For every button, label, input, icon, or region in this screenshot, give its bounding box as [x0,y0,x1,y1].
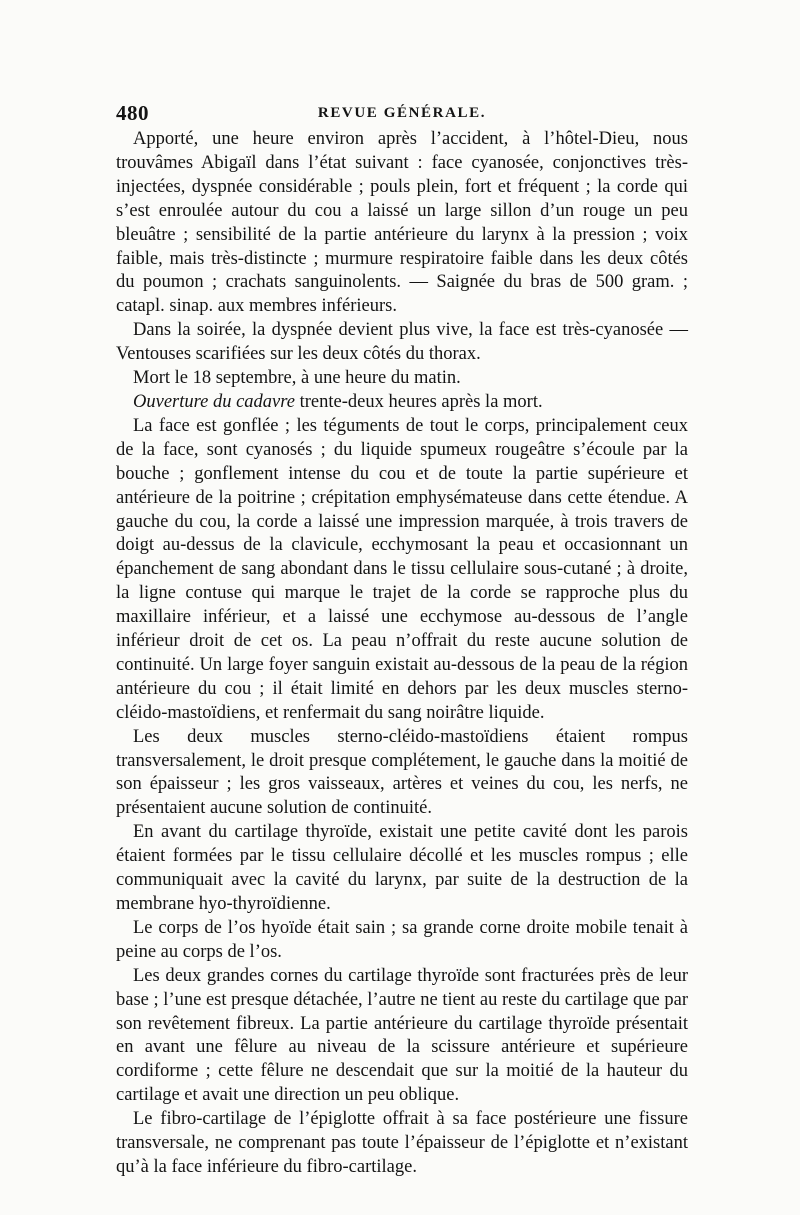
paragraph [116,391,688,415]
section-heading-italic: Ouverture du cadavre [133,391,295,412]
page-header [116,101,688,131]
running-head: REVUE GÉNÉRALE. [317,105,487,121]
paragraph [116,1108,688,1180]
paragraph-text: En avant du cartilage thyroïde, existait une petite cavité dont les parois étaient formées par le tissu cellulaire décollé et les muscles rompus ; elle communiquait avec la cavité du larynx, par suite de la destruction de la membrane hyo-thyroïdienne. [116,822,688,914]
paragraph-text: Dans la soirée, la dyspnée devient plus vive, la face est très-cyanosée — Ventouses scarifiées sur les deux côtés du thorax. [116,320,688,365]
body-text [116,128,688,1180]
page-number: 480 [116,101,149,125]
paragraph [116,726,688,822]
paragraph-text: Apporté, une heure environ après l’accident, à l’hôtel-Dieu, nous trouvâmes Abigaïl dans l’état suivant : face cyanosée, conjonctives très-injectées, dyspnée considérable ; pouls plein, fort et fréquent ; la corde qui s’est enroulée autour du cou a laissé un large sillon d’un rouge un peu bleuâtre ; sensibilité de la partie antérieure du larynx à la pression ; voix faible, mais très-distincte ; murmure respiratoire faible dans les deux côtés du poumon ; crachats sanguinolents. — Saignée du bras de 500 gram. ; catapl. sinap. aux membres inférieurs. [116,129,688,317]
paragraph [116,415,688,726]
paragraph-text: Les deux muscles sterno-cléido-mastoïdiens étaient rompus transversalement, le droit presque complétement, le gauche dans la moitié de son épaisseur ; les gros vaisseaux, artères et veines du cou, les nerfs, ne présentaient aucune solution de continuité. [116,726,688,819]
paragraph [116,917,688,965]
paragraph-text: trente-deux heures après la mort. [295,391,543,412]
paragraph [116,319,688,367]
paragraph [116,965,688,1108]
paragraph-text: La face est gonflée ; les téguments de tout le corps, principalement ceux de la face, sont cyanosés ; du liquide spumeux rougeâtre s’écoule par la bouche ; gonflement intense du cou et de toute la partie supérieure et antérieure de la poitrine ; crépitation emphysémateuse dans cette étendue. A gauche du cou, la corde a laissé une impression marquée, à trois travers de doigt au-dessus de la clavicule, ecchymosant la peau et occasionnant un épanchement de sang abondant dans le tissu cellulaire sous-cutané ; à droite, la ligne contuse qui marque le trajet de la corde se rapproche plus du maxillaire inférieur, et a laissé une ecchymose au-dessous de l’angle inférieur droit de cet os. La peau n’offrait du reste aucune solution de continuité. Un large foyer sanguin existait au-dessous de la peau de la région antérieure du cou ; il était limité en dehors par les deux muscles sterno-cléido-mastoïdiens, et renfermait du sang noirâtre liquide. [116,415,688,723]
paragraph-text: Le fibro-cartilage de l’épiglotte offrait à sa face postérieure une fissure transversale, ne comprenant pas toute l’épaisseur de l’épiglotte et n’existant qu’à la face inférieure du fibro-cartilage. [116,1109,688,1177]
paragraph-text: Le corps de l’os hyoïde était sain ; sa grande corne droite mobile tenait à peine au corps de l’os. [116,917,688,962]
paragraph [116,367,688,391]
paragraph [116,128,688,319]
paragraph-text: Mort le 18 septembre, à une heure du matin. [133,368,461,389]
paragraph [116,821,688,917]
paragraph-text: Les deux grandes cornes du cartilage thyroïde sont fracturées près de leur base ; l’une est presque détachée, l’autre ne tient au reste du cartilage que par son revêtement fibreux. La partie antérieure du cartilage thyroïde présentait en avant une fêlure au niveau de la scissure antérieure et supérieure cordiforme ; cette fêlure ne descendait que sur la moitié de la hauteur du cartilage et avait une direction un peu oblique. [116,965,688,1106]
